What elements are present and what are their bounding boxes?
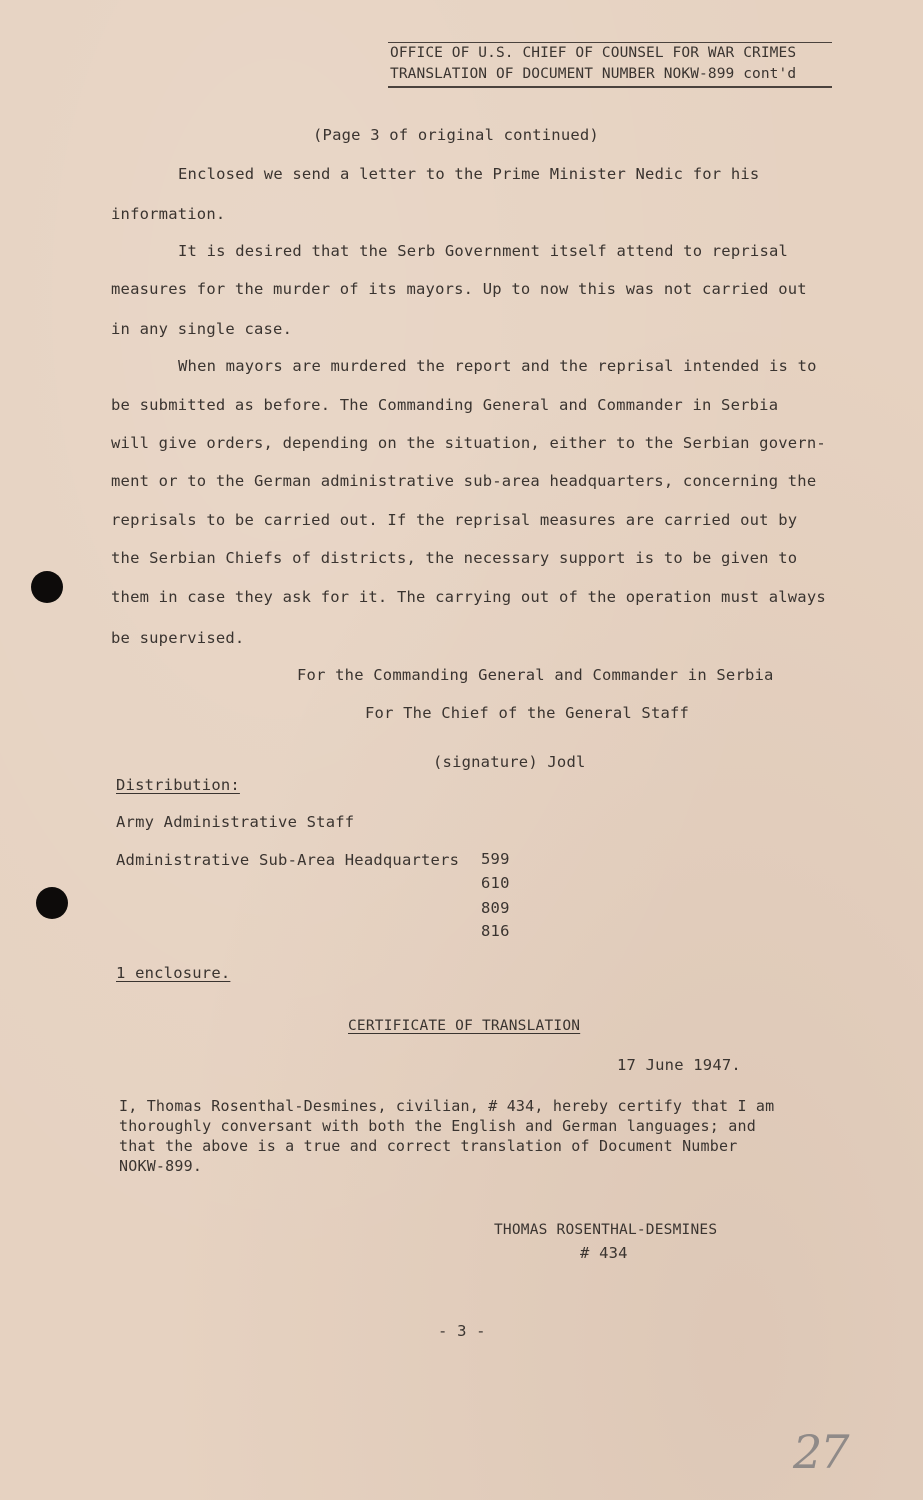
certifier-name: THOMAS ROSENTHAL-DESMINES <box>494 1222 718 1238</box>
punch-hole-top <box>31 571 63 603</box>
certificate-text-line-3: that the above is a true and correct translation of Document Number <box>119 1137 738 1155</box>
body-line-5: in any single case. <box>111 320 293 338</box>
certificate-date: 17 June 1947. <box>617 1056 741 1074</box>
certificate-text-line-4: NOKW-899. <box>119 1157 203 1175</box>
header-bottom-rule <box>388 86 832 88</box>
header-top-rule <box>388 42 832 43</box>
punch-hole-bottom <box>36 887 68 919</box>
body-line-12: them in case they ask for it. The carrying out of the operation must always <box>111 588 826 606</box>
pencil-page-mark: 27 <box>793 1425 848 1479</box>
body-line-6: When mayors are murdered the report and the reprisal intended is to <box>178 357 817 375</box>
body-line-11: the Serbian Chiefs of districts, the necessary support is to be given to <box>111 549 798 567</box>
enclosure-note: 1 enclosure. <box>116 964 231 982</box>
distribution-number-2: 610 <box>481 874 510 892</box>
certificate-text-line-2: thoroughly conversant with both the English and German languages; and <box>119 1117 756 1135</box>
certificate-title: CERTIFICATE OF TRANSLATION <box>348 1018 581 1034</box>
body-line-1: Enclosed we send a letter to the Prime Minister Nedic for his <box>178 165 760 183</box>
body-line-13: be supervised. <box>111 629 245 647</box>
distribution-sub-area: Administrative Sub-Area Headquarters <box>116 851 460 869</box>
signature-line-1: For the Commanding General and Commander in Serbia <box>297 666 774 684</box>
signature-line-2: For The Chief of the General Staff <box>365 704 690 722</box>
body-line-8: will give orders, depending on the situation, either to the Serbian govern- <box>111 434 826 452</box>
distribution-army: Army Administrative Staff <box>116 813 355 831</box>
header-translation-line: TRANSLATION OF DOCUMENT NUMBER NOKW-899 cont'd <box>390 66 797 82</box>
page-note: (Page 3 of original continued) <box>313 126 599 144</box>
body-line-2: information. <box>111 205 226 223</box>
signature-name: (signature) Jodl <box>433 753 586 771</box>
body-line-10: reprisals to be carried out. If the reprisal measures are carried out by <box>111 511 798 529</box>
distribution-number-4: 816 <box>481 922 510 940</box>
distribution-number-1: 599 <box>481 850 510 868</box>
page-number: - 3 - <box>438 1322 486 1340</box>
distribution-title: Distribution: <box>116 776 240 794</box>
body-line-4: measures for the murder of its mayors. Up to now this was not carried out <box>111 280 807 298</box>
distribution-number-3: 809 <box>481 899 510 917</box>
certifier-number: # 434 <box>580 1244 628 1262</box>
body-line-7: be submitted as before. The Commanding General and Commander in Serbia <box>111 396 779 414</box>
body-line-3: It is desired that the Serb Government itself attend to reprisal <box>178 242 789 260</box>
header-office-line: OFFICE OF U.S. CHIEF OF COUNSEL FOR WAR CRIMES <box>390 45 797 61</box>
certificate-text-line-1: I, Thomas Rosenthal-Desmines, civilian, # 434, hereby certify that I am <box>119 1097 775 1115</box>
body-line-9: ment or to the German administrative sub-area headquarters, concerning the <box>111 472 817 490</box>
